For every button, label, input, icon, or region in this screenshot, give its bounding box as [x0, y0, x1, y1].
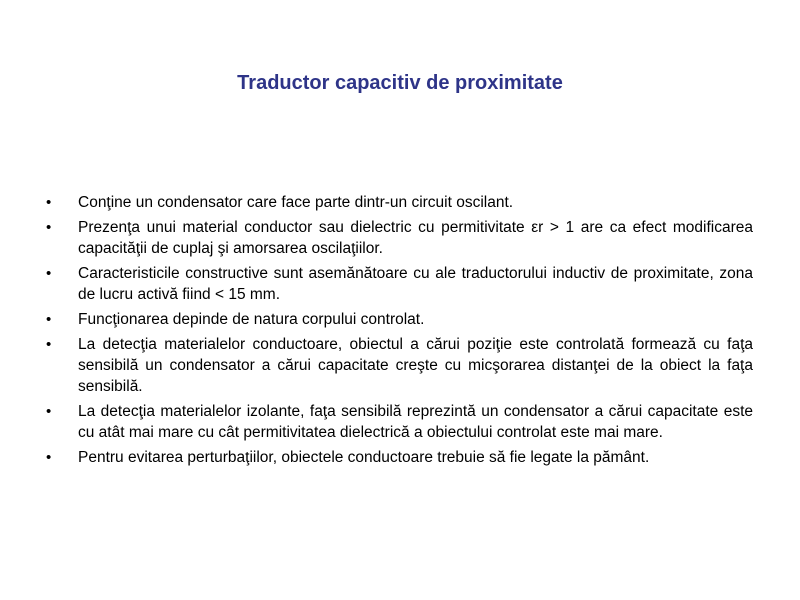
bullet-item — [44, 334, 753, 397]
bullet-text: Prezenţa unui material conductor sau dielectric cu permitivitate εr > 1 are ca efect modificarea capacităţii de cuplaj şi amorsarea oscilaţiilor. — [78, 219, 753, 257]
bullet-item — [44, 401, 753, 443]
bullet-item — [44, 447, 753, 468]
bullet-text: La detecţia materialelor izolante, faţa sensibilă reprezintă un condensator a cărui capacitate este cu atât mai mare cu cât permitivitatea dielectrică a obiectului controlat este mai mare. — [78, 403, 753, 441]
slide-title: Traductor capacitiv de proximitate — [237, 72, 563, 94]
bullet-icon: • — [46, 265, 52, 282]
bullet-list — [44, 192, 753, 472]
bullet-text: Conţine un condensator care face parte dintr-un circuit oscilant. — [78, 194, 514, 211]
bullet-text: Pentru evitarea perturbaţiilor, obiectele conductoare trebuie să fie legate la pământ. — [78, 449, 650, 466]
bullet-item — [44, 192, 753, 213]
bullet-icon: • — [46, 194, 52, 211]
bullet-icon: • — [46, 403, 52, 420]
bullet-text: La detecţia materialelor conductoare, obiectul a cărui poziţie este controlată formează cu faţa sensibilă un condensator a cărui capacitate creşte cu micşorarea distanţei de la obiect la faţa sensibilă. — [78, 336, 753, 395]
bullet-text: Caracteristicile constructive sunt asemănătoare cu ale traductorului inductiv de proximitate, zona de lucru activă fiind < 15 mm. — [78, 265, 753, 303]
bullet-text: Funcţionarea depinde de natura corpului controlat. — [78, 311, 425, 328]
bullet-item — [44, 309, 753, 330]
bullet-icon: • — [46, 219, 52, 236]
bullet-item — [44, 263, 753, 305]
bullet-icon: • — [46, 311, 52, 328]
bullet-icon: • — [46, 449, 52, 466]
bullet-item — [44, 217, 753, 259]
bullet-icon: • — [46, 336, 52, 353]
